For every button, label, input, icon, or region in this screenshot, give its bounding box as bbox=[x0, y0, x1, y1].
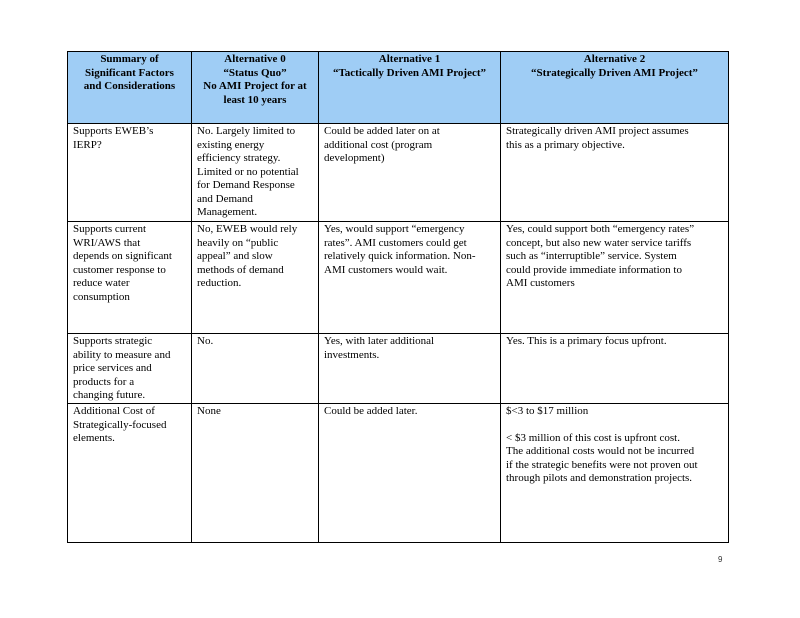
comparison-table bbox=[67, 51, 729, 543]
cell-paragraph: < $3 million of this cost is upfront cost. The additional costs would not be incurred if the strategic benefits were not proven out through pilots and demonstration projects. bbox=[506, 431, 698, 484]
alt0-cell: No. Largely limited to existing energy efficiency strategy. Limited or no potential for Demand Response and Demand Management. bbox=[192, 124, 319, 222]
cell-paragraph: Strategically driven AMI project assumes this as a primary objective. bbox=[506, 125, 689, 151]
alt0-cell: None bbox=[192, 404, 319, 543]
alt1-cell: Could be added later. bbox=[319, 404, 501, 543]
header-row bbox=[68, 52, 729, 124]
header-alternative-2: Alternative 2 “Strategically Driven AMI Project” bbox=[501, 52, 729, 124]
header-alternative-0: Alternative 0 “Status Quo” No AMI Project for at least 10 years bbox=[192, 52, 319, 124]
table-row bbox=[68, 222, 729, 334]
alt1-cell: Could be added later on at additional cost (program development) bbox=[319, 124, 501, 222]
factor-cell: Additional Cost of Strategically-focused elements. bbox=[68, 404, 192, 543]
alt1-cell: Yes, would support “emergency rates”. AMI customers could get relatively quick information. Non- AMI customers would wait. bbox=[319, 222, 501, 334]
alt0-cell: No. bbox=[192, 334, 319, 404]
page-number: 9 bbox=[718, 555, 723, 564]
header-factors: Summary of Significant Factors and Considerations bbox=[68, 52, 192, 124]
cell-paragraph: Yes. This is a primary focus upfront. bbox=[506, 335, 667, 347]
alt0-cell: No, EWEB would rely heavily on “public appeal” and slow methods of demand reduction. bbox=[192, 222, 319, 334]
factor-cell: Supports EWEB’s IERP? bbox=[68, 124, 192, 222]
factor-cell: Supports strategic ability to measure and price services and products for a changing future. bbox=[68, 334, 192, 404]
header-alternative-1: Alternative 1 “Tactically Driven AMI Project” bbox=[319, 52, 501, 124]
table-row bbox=[68, 404, 729, 543]
alt2-cell bbox=[501, 222, 729, 334]
alt2-cell bbox=[501, 124, 729, 222]
table-row bbox=[68, 334, 729, 404]
alt2-cell bbox=[501, 334, 729, 404]
cell-paragraph: $<3 to $17 million bbox=[506, 405, 589, 417]
cell-paragraph: Yes, could support both “emergency rates” concept, but also new water service tariffs such as “interruptible” service. System could provide immediate information to AMI customers bbox=[506, 223, 695, 289]
table-row bbox=[68, 124, 729, 222]
alt1-cell: Yes, with later additional investments. bbox=[319, 334, 501, 404]
factor-cell: Supports current WRI/AWS that depends on significant customer response to reduce water consumption bbox=[68, 222, 192, 334]
alt2-cell bbox=[501, 404, 729, 543]
